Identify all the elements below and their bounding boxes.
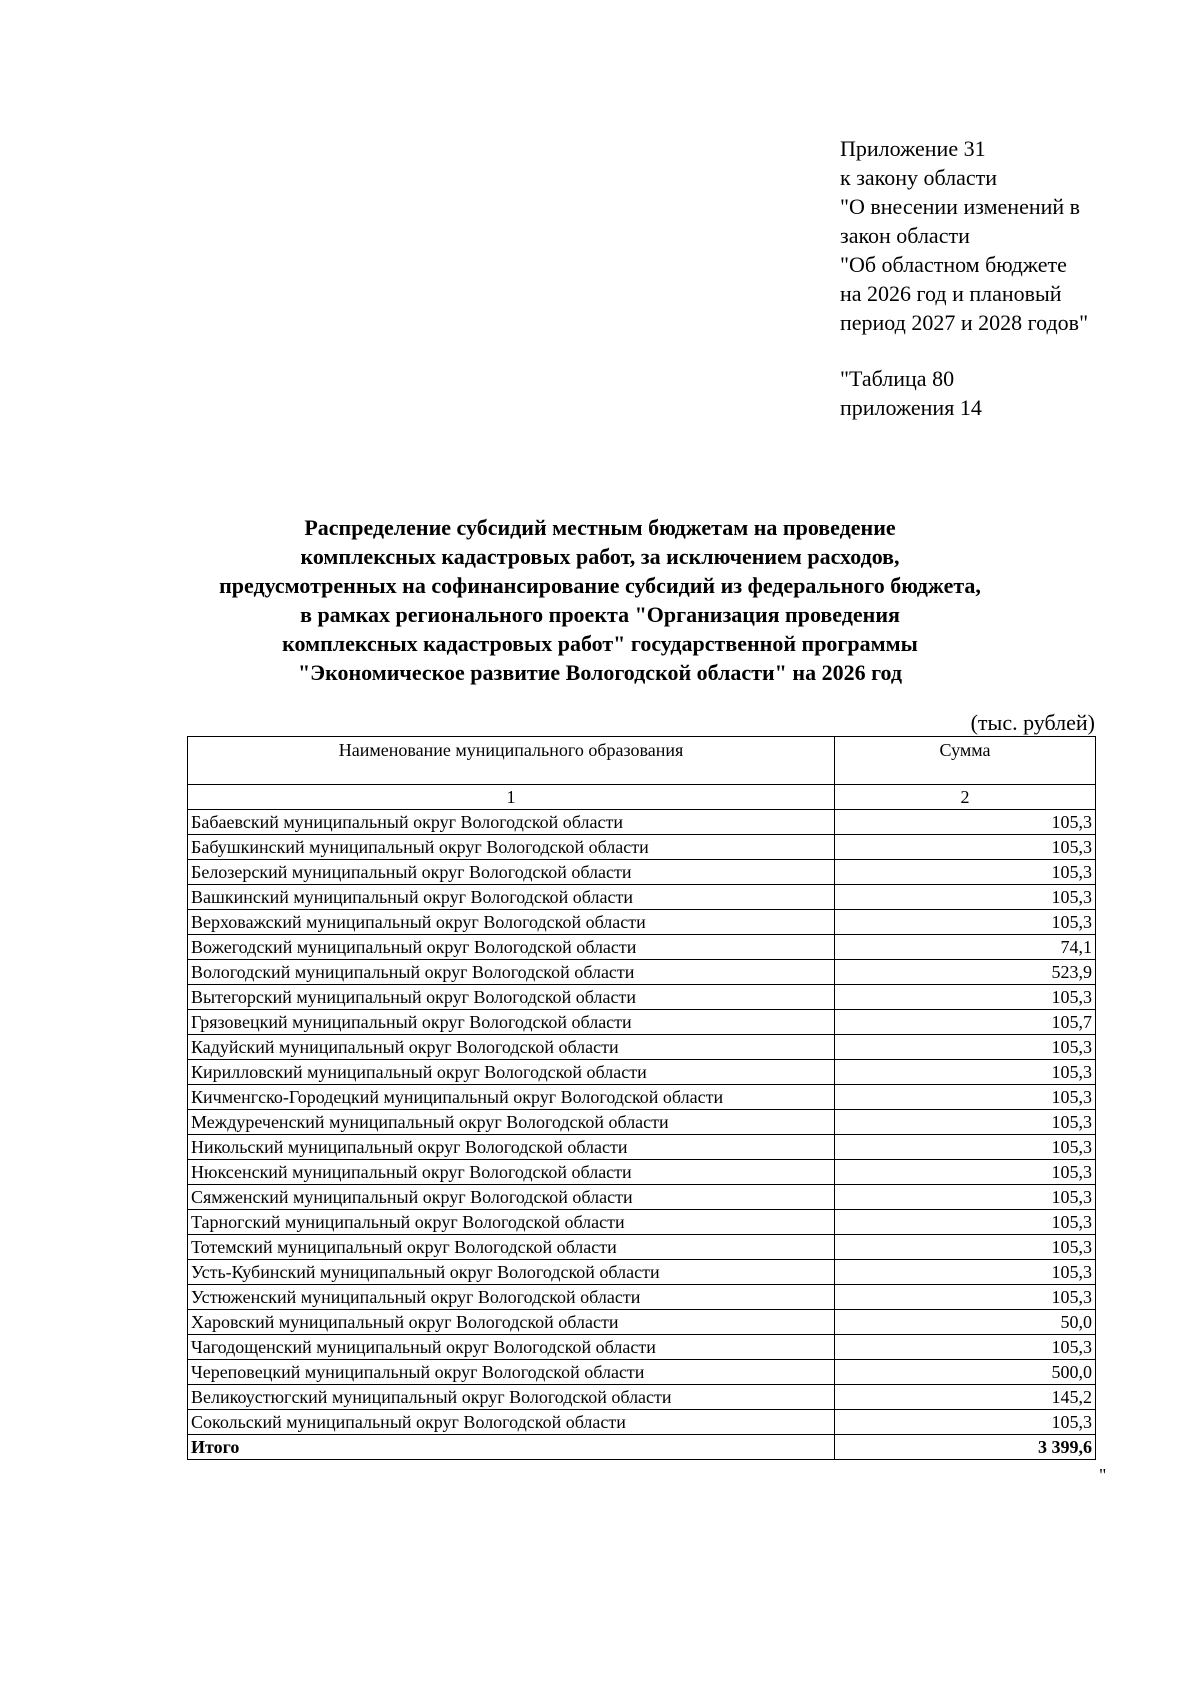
municipality-name: Верховажский муниципальный округ Вологодской области — [188, 910, 835, 935]
table-row — [188, 985, 1096, 1010]
subsidy-sum: 105,3 — [835, 1210, 1096, 1235]
total-label: Итого — [188, 1435, 835, 1460]
subsidy-sum: 105,3 — [835, 1085, 1096, 1110]
table-ref-line: приложения 14 — [840, 395, 982, 420]
municipality-name: Великоустюгский муниципальный округ Вологодской области — [188, 1385, 835, 1410]
appendix-line: на 2026 год и плановый — [840, 281, 1062, 306]
table-row — [188, 910, 1096, 935]
municipality-name: Кичменгско-Городецкий муниципальный округ Вологодской области — [188, 1085, 835, 1110]
table-row — [188, 1335, 1096, 1360]
table-row — [188, 1410, 1096, 1435]
table-row — [188, 1035, 1096, 1060]
title-line: комплексных кадастровых работ, за исключением расходов, — [300, 544, 900, 569]
municipality-name: Сямженский муниципальный округ Вологодской области — [188, 1185, 835, 1210]
municipality-name: Бабаевский муниципальный округ Вологодской области — [188, 810, 835, 835]
table-row — [188, 1360, 1096, 1385]
title-line: предусмотренных на софинансирование субсидий из федерального бюджета, — [219, 573, 981, 598]
subsidy-sum: 105,3 — [835, 1110, 1096, 1135]
closing-quote: " — [1099, 1465, 1107, 1485]
table-row — [188, 960, 1096, 985]
subsidy-sum: 105,3 — [835, 810, 1096, 835]
subsidy-sum: 105,7 — [835, 1010, 1096, 1035]
header-name: Наименование муниципального образования — [188, 737, 835, 785]
total-row — [188, 1435, 1096, 1460]
subsidy-sum: 105,3 — [835, 1410, 1096, 1435]
appendix-line: закон области — [840, 223, 970, 248]
table-row — [188, 835, 1096, 860]
subsidy-sum: 105,3 — [835, 885, 1096, 910]
table-row — [188, 1260, 1096, 1285]
subsidy-sum: 74,1 — [835, 935, 1096, 960]
table-row — [188, 1010, 1096, 1035]
subsidy-sum: 500,0 — [835, 1360, 1096, 1385]
subsidy-sum: 105,3 — [835, 1185, 1096, 1210]
municipality-name: Никольский муниципальный округ Вологодской области — [188, 1135, 835, 1160]
municipality-name: Чагодощенский муниципальный округ Вологодской области — [188, 1335, 835, 1360]
municipality-name: Череповецкий муниципальный округ Вологодской области — [188, 1360, 835, 1385]
subsidy-sum: 105,3 — [835, 1060, 1096, 1085]
subsidy-sum: 523,9 — [835, 960, 1096, 985]
table-row — [188, 1210, 1096, 1235]
title-line: в рамках регионального проекта "Организация проведения — [300, 602, 900, 627]
subsidy-sum: 105,3 — [835, 1285, 1096, 1310]
subsidy-sum: 145,2 — [835, 1385, 1096, 1410]
municipality-name: Бабушкинский муниципальный округ Вологодской области — [188, 835, 835, 860]
table-row — [188, 1185, 1096, 1210]
table-reference — [840, 364, 1180, 422]
municipality-name: Кирилловский муниципальный округ Вологодской области — [188, 1060, 835, 1085]
column-number: 2 — [835, 785, 1096, 810]
table-row — [188, 1110, 1096, 1135]
table-row — [188, 885, 1096, 910]
municipality-name: Белозерский муниципальный округ Вологодской области — [188, 860, 835, 885]
municipality-name: Сокольский муниципальный округ Вологодской области — [188, 1410, 835, 1435]
title-line: комплексных кадастровых работ" государственной программы — [282, 631, 918, 656]
municipality-name: Вытегорский муниципальный округ Вологодской области — [188, 985, 835, 1010]
municipality-name: Кадуйский муниципальный округ Вологодской области — [188, 1035, 835, 1060]
subsidy-sum: 105,3 — [835, 860, 1096, 885]
municipality-name: Вологодский муниципальный округ Вологодской области — [188, 960, 835, 985]
municipality-name: Харовский муниципальный округ Вологодской области — [188, 1310, 835, 1335]
table-body — [188, 810, 1096, 1460]
appendix-line: "О внесении изменений в — [840, 194, 1081, 219]
table-ref-line: "Таблица 80 — [840, 366, 955, 391]
subsidy-sum: 50,0 — [835, 1310, 1096, 1335]
municipality-name: Устюженский муниципальный округ Вологодской области — [188, 1285, 835, 1310]
subsidy-sum: 105,3 — [835, 1160, 1096, 1185]
subsidy-table — [187, 736, 1096, 1460]
subsidy-sum: 105,3 — [835, 910, 1096, 935]
header-row — [188, 737, 1096, 785]
table-row — [188, 810, 1096, 835]
table-row — [188, 935, 1096, 960]
table-row — [188, 1235, 1096, 1260]
municipality-name: Грязовецкий муниципальный округ Вологодской области — [188, 1010, 835, 1035]
subsidy-sum: 105,3 — [835, 1135, 1096, 1160]
units-label: (тыс. рублей) — [970, 710, 1095, 735]
table-row — [188, 1310, 1096, 1335]
subsidy-sum: 105,3 — [835, 1035, 1096, 1060]
appendix-line: Приложение 31 — [840, 136, 986, 161]
header-sum: Сумма — [835, 737, 1096, 785]
subsidy-sum: 105,3 — [835, 835, 1096, 860]
municipality-name: Вашкинский муниципальный округ Вологодской области — [188, 885, 835, 910]
appendix-block — [840, 134, 1180, 337]
table-row — [188, 1085, 1096, 1110]
municipality-name: Вожегодский муниципальный округ Вологодской области — [188, 935, 835, 960]
subsidy-sum: 105,3 — [835, 1260, 1096, 1285]
total-sum: 3 399,6 — [835, 1435, 1096, 1460]
appendix-line: период 2027 и 2028 годов" — [840, 310, 1089, 335]
document-title — [150, 513, 1050, 687]
municipality-name: Тарногский муниципальный округ Вологодской области — [188, 1210, 835, 1235]
column-number-row — [188, 785, 1096, 810]
appendix-line: к закону области — [840, 165, 998, 190]
title-line: "Экономическое развитие Вологодской области" на 2026 год — [297, 660, 903, 685]
table-row — [188, 1135, 1096, 1160]
appendix-line: "Об областном бюджете — [840, 252, 1067, 277]
municipality-name: Тотемский муниципальный округ Вологодской области — [188, 1235, 835, 1260]
subsidy-sum: 105,3 — [835, 985, 1096, 1010]
municipality-name: Нюксенский муниципальный округ Вологодской области — [188, 1160, 835, 1185]
title-line: Распределение субсидий местным бюджетам на проведение — [304, 515, 896, 540]
table-row — [188, 1160, 1096, 1185]
subsidy-sum: 105,3 — [835, 1235, 1096, 1260]
table-row — [188, 860, 1096, 885]
municipality-name: Междуреченский муниципальный округ Вологодской области — [188, 1110, 835, 1135]
table-row — [188, 1385, 1096, 1410]
table-row — [188, 1285, 1096, 1310]
column-number: 1 — [188, 785, 835, 810]
subsidy-sum: 105,3 — [835, 1335, 1096, 1360]
municipality-name: Усть-Кубинский муниципальный округ Вологодской области — [188, 1260, 835, 1285]
table-row — [188, 1060, 1096, 1085]
